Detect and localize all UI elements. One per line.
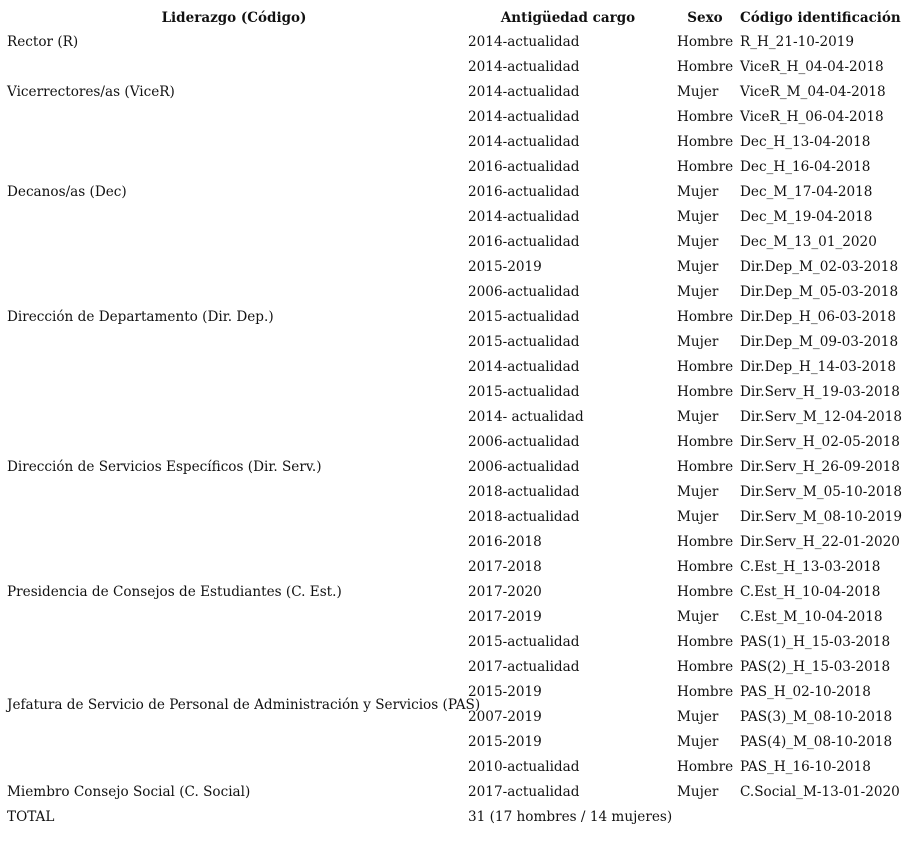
antiguedad-cell: 2014-actualidad bbox=[468, 59, 580, 75]
sexo-cell: Mujer bbox=[677, 509, 719, 525]
sexo-cell: Mujer bbox=[677, 184, 719, 200]
antiguedad-cell: 2015-actualidad bbox=[468, 309, 580, 325]
sexo-cell: Hombre bbox=[677, 359, 734, 375]
antiguedad-cell: 2016-actualidad bbox=[468, 184, 580, 200]
codigo-cell: Dec_H_16-04-2018 bbox=[740, 159, 871, 175]
liderazgo-cell: Presidencia de Consejos de Estudiantes (C. Est.) bbox=[7, 584, 342, 600]
sexo-cell: Mujer bbox=[677, 709, 719, 725]
header-sexo: Sexo bbox=[687, 10, 723, 26]
liderazgo-cell: Miembro Consejo Social (C. Social) bbox=[7, 784, 251, 800]
codigo-cell: Dir.Dep_M_09-03-2018 bbox=[740, 334, 899, 350]
sexo-cell: Hombre bbox=[677, 584, 734, 600]
sexo-cell: Hombre bbox=[677, 459, 734, 475]
codigo-cell: C.Est_M_10-04-2018 bbox=[740, 609, 883, 625]
sexo-cell: Mujer bbox=[677, 409, 719, 425]
antiguedad-cell: 2006-actualidad bbox=[468, 284, 580, 300]
sexo-cell: Mujer bbox=[677, 234, 719, 250]
codigo-cell: Dir.Serv_M_12-04-2018 bbox=[740, 409, 902, 425]
codigo-cell: Dec_M_13_01_2020 bbox=[740, 234, 877, 250]
codigo-cell: PAS_H_02-10-2018 bbox=[740, 684, 871, 700]
sexo-cell: Mujer bbox=[677, 484, 719, 500]
sexo-cell: Hombre bbox=[677, 134, 734, 150]
codigo-cell: Dec_M_19-04-2018 bbox=[740, 209, 873, 225]
liderazgo-cell: Vicerrectores/as (ViceR) bbox=[7, 84, 175, 100]
sexo-cell: Hombre bbox=[677, 59, 734, 75]
antiguedad-cell: 2014- actualidad bbox=[468, 409, 584, 425]
sexo-cell: Hombre bbox=[677, 559, 734, 575]
antiguedad-cell: 2015-actualidad bbox=[468, 334, 580, 350]
total-label: TOTAL bbox=[7, 809, 55, 825]
liderazgo-cell: Rector (R) bbox=[7, 34, 79, 50]
codigo-cell: Dir.Serv_H_19-03-2018 bbox=[740, 384, 900, 400]
antiguedad-cell: 2015-actualidad bbox=[468, 384, 580, 400]
codigo-cell: Dir.Serv_M_05-10-2018 bbox=[740, 484, 902, 500]
codigo-cell: PAS(4)_M_08-10-2018 bbox=[740, 734, 893, 750]
sexo-cell: Hombre bbox=[677, 109, 734, 125]
antiguedad-cell: 2017-2020 bbox=[468, 584, 542, 600]
sexo-cell: Mujer bbox=[677, 734, 719, 750]
sexo-cell: Hombre bbox=[677, 309, 734, 325]
antiguedad-cell: 2018-actualidad bbox=[468, 509, 580, 525]
codigo-cell: Dec_M_17-04-2018 bbox=[740, 184, 873, 200]
codigo-cell: C.Social_M-13-01-2020 bbox=[740, 784, 900, 800]
sexo-cell: Mujer bbox=[677, 209, 719, 225]
antiguedad-cell: 2014-actualidad bbox=[468, 109, 580, 125]
antiguedad-cell: 2015-2019 bbox=[468, 259, 542, 275]
sexo-cell: Hombre bbox=[677, 684, 734, 700]
antiguedad-cell: 2006-actualidad bbox=[468, 459, 580, 475]
antiguedad-cell: 2017-actualidad bbox=[468, 784, 580, 800]
sexo-cell: Hombre bbox=[677, 659, 734, 675]
sexo-cell: Hombre bbox=[677, 759, 734, 775]
antiguedad-cell: 2015-2019 bbox=[468, 684, 542, 700]
antiguedad-cell: 2016-actualidad bbox=[468, 159, 580, 175]
sexo-cell: Mujer bbox=[677, 284, 719, 300]
codigo-cell: Dir.Serv_M_08-10-2019 bbox=[740, 509, 902, 525]
antiguedad-cell: 2017-actualidad bbox=[468, 659, 580, 675]
liderazgo-cell: Decanos/as (Dec) bbox=[7, 184, 127, 200]
header-antiguedad: Antigüedad cargo bbox=[500, 10, 636, 26]
antiguedad-cell: 2014-actualidad bbox=[468, 34, 580, 50]
codigo-cell: Dir.Dep_H_14-03-2018 bbox=[740, 359, 897, 375]
total-value: 31 (17 hombres / 14 mujeres) bbox=[468, 809, 673, 825]
sexo-cell: Hombre bbox=[677, 534, 734, 550]
sexo-cell: Mujer bbox=[677, 334, 719, 350]
codigo-cell: ViceR_H_06-04-2018 bbox=[740, 109, 884, 125]
antiguedad-cell: 2017-2019 bbox=[468, 609, 542, 625]
codigo-cell: R_H_21-10-2019 bbox=[740, 34, 855, 50]
antiguedad-cell: 2014-actualidad bbox=[468, 134, 580, 150]
liderazgo-cell: Jefatura de Servicio de Personal de Administración y Servicios (PAS) bbox=[7, 696, 481, 713]
antiguedad-cell: 2016-actualidad bbox=[468, 234, 580, 250]
antiguedad-cell: 2015-actualidad bbox=[468, 634, 580, 650]
antiguedad-cell: 2016-2018 bbox=[468, 534, 542, 550]
codigo-cell: C.Est_H_13-03-2018 bbox=[740, 559, 881, 575]
codigo-cell: Dir.Serv_H_02-05-2018 bbox=[740, 434, 900, 450]
codigo-cell: C.Est_H_10-04-2018 bbox=[740, 584, 881, 600]
sexo-cell: Mujer bbox=[677, 84, 719, 100]
sexo-cell: Hombre bbox=[677, 384, 734, 400]
codigo-cell: Dec_H_13-04-2018 bbox=[740, 134, 871, 150]
liderazgo-cell: Dirección de Departamento (Dir. Dep.) bbox=[7, 309, 274, 325]
antiguedad-cell: 2014-actualidad bbox=[468, 209, 580, 225]
codigo-cell: ViceR_H_04-04-2018 bbox=[740, 59, 884, 75]
antiguedad-cell: 2018-actualidad bbox=[468, 484, 580, 500]
sexo-cell: Hombre bbox=[677, 159, 734, 175]
liderazgo-cell: Dirección de Servicios Específicos (Dir. Serv.) bbox=[7, 459, 322, 475]
codigo-cell: PAS(1)_H_15-03-2018 bbox=[740, 634, 891, 650]
header-liderazgo: Liderazgo (Código) bbox=[161, 10, 307, 26]
header-codigo: Código identificación bbox=[740, 10, 901, 26]
antiguedad-cell: 2014-actualidad bbox=[468, 359, 580, 375]
sexo-cell: Hombre bbox=[677, 634, 734, 650]
codigo-cell: Dir.Dep_M_02-03-2018 bbox=[740, 259, 899, 275]
codigo-cell: PAS(3)_M_08-10-2018 bbox=[740, 709, 893, 725]
antiguedad-cell: 2006-actualidad bbox=[468, 434, 580, 450]
sexo-cell: Mujer bbox=[677, 259, 719, 275]
codigo-cell: Dir.Serv_H_22-01-2020 bbox=[740, 534, 900, 550]
antiguedad-cell: 2014-actualidad bbox=[468, 84, 580, 100]
antiguedad-cell: 2010-actualidad bbox=[468, 759, 580, 775]
sexo-cell: Mujer bbox=[677, 609, 719, 625]
codigo-cell: Dir.Dep_H_06-03-2018 bbox=[740, 309, 897, 325]
antiguedad-cell: 2015-2019 bbox=[468, 734, 542, 750]
sexo-cell: Hombre bbox=[677, 34, 734, 50]
sexo-cell: Hombre bbox=[677, 434, 734, 450]
codigo-cell: PAS_H_16-10-2018 bbox=[740, 759, 871, 775]
sexo-cell: Mujer bbox=[677, 784, 719, 800]
codigo-cell: Dir.Dep_M_05-03-2018 bbox=[740, 284, 899, 300]
antiguedad-cell: 2017-2018 bbox=[468, 559, 542, 575]
codigo-cell: Dir.Serv_H_26-09-2018 bbox=[740, 459, 900, 475]
codigo-cell: ViceR_M_04-04-2018 bbox=[740, 84, 886, 100]
antiguedad-cell: 2007-2019 bbox=[468, 709, 542, 725]
codigo-cell: PAS(2)_H_15-03-2018 bbox=[740, 659, 891, 675]
